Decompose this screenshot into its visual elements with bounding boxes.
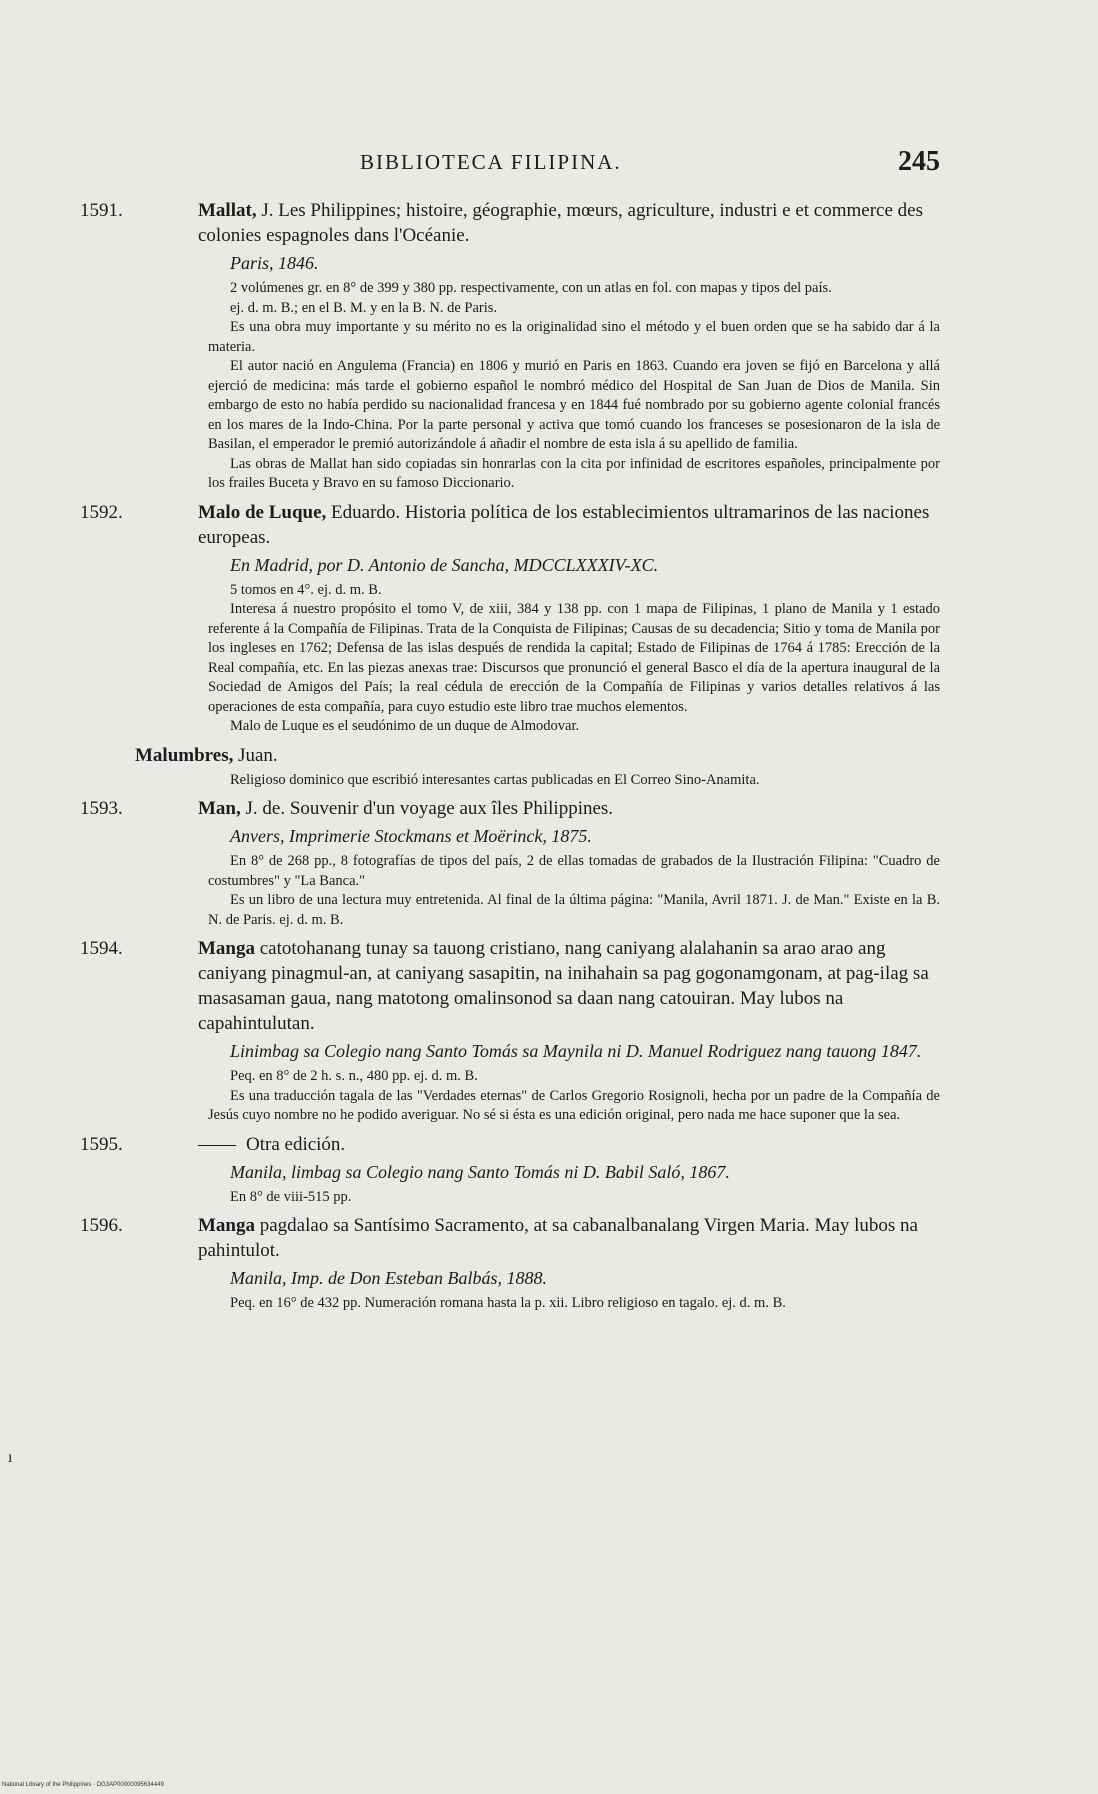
- entry-note: Interesa á nuestro propósito el tomo V, de xiii, 384 y 138 pp. con 1 mapa de Filipinas, 1 plano de Manila y 1 estado referente á la Compañía de Filipinas. Trata de la Conquista de Filipinas; Causas de su decadencia; Sitio y toma de Manila por los ingleses en 1762; Defensa de las islas después de rendida la capital; Estado de Filipinas de 1764 á 1785: Erección de la Real compañía, etc. En las piezas anexas trae: Discursos que pronunció el general Basco el día de la apertura inaugural de la Sociedad de Amigos del País; la real cédula de erección de la Compañía de Filipinas y varios detalles relativos á las operaciones de esta compañía, para cuyo estudio este libro trae muchos elementos.: [208, 601, 940, 715]
- margin-mark: ı: [8, 1449, 13, 1466]
- entry-title: catotohanang tunay sa tauong cristiano, nang caniyang alalahanin sa arao arao ang caniyang pinagmul-an, at caniyang sasapitin, na inihahain sa pag gogonamgonam, at pag-ilag sa masasaman gaua, nang matotong omalinsonod sa daan nang catouiran. May lubos na capahintulutan.: [198, 938, 929, 1034]
- bibliography-entry: [80, 198, 940, 494]
- entry-heading: [80, 198, 940, 248]
- entry-number: 1596.: [80, 1215, 123, 1236]
- entry-heading: [80, 1132, 940, 1157]
- entry-title: J. Les Philippines; histoire, géographie, mœurs, agriculture, industri e et commerce des colonies espagnoles dans l'Océanie.: [198, 200, 923, 246]
- entry-author: Mallat,: [198, 200, 257, 221]
- entry-heading: [80, 1213, 940, 1263]
- bibliography-entry: [80, 500, 940, 737]
- entry-note: Malo de Luque es el seudónimo de un duque de Almodovar.: [230, 718, 580, 734]
- entry-note: ej. d. m. B.; en el B. M. y en la B. N. de Paris.: [230, 299, 498, 316]
- entry-title: Otra edición.: [246, 1133, 346, 1155]
- entry-title: Eduardo. Historia política de los establecimientos ultramarinos de las naciones europeas.: [198, 501, 930, 548]
- entry-number: 1593.: [80, 798, 123, 819]
- entry-note: Las obras de Mallat han sido copiadas sin honrarlas con la cita por infinidad de escritores españoles, principalmente por los frailes Buceta y Bravo en su famoso Diccionario.: [208, 455, 940, 491]
- entry-number: 1594.: [80, 938, 123, 959]
- entry-heading: [80, 500, 940, 550]
- entry-author: Malumbres,: [135, 744, 234, 766]
- entry-note: Religioso dominico que escribió interesantes cartas publicadas en El Correo Sino-Anamita.: [230, 771, 760, 788]
- entry-title: pagdalao sa Santísimo Sacramento, at sa cabanalbanalang Virgen Maria. May lubos na pahintulot.: [198, 1215, 918, 1261]
- entry-imprint: En Madrid, por D. Antonio de Sancha, MDCCLXXXIV-XC.: [230, 554, 659, 575]
- entry-title: J. de. Souvenir d'un voyage aux îles Philippines.: [240, 798, 614, 819]
- entry-imprint: Manila, Imp. de Don Esteban Balbás, 1888.: [230, 1268, 547, 1288]
- entry-title: Juan.: [233, 744, 278, 766]
- bibliography-entries: [80, 198, 940, 1320]
- bibliography-entry: [80, 936, 940, 1126]
- entry-author: Manga: [198, 1215, 255, 1236]
- entry-number: 1595.: [80, 1133, 123, 1155]
- bibliography-entry: [80, 1132, 940, 1208]
- page-header: [200, 146, 940, 180]
- entry-ditto-dash: ——: [198, 1133, 236, 1155]
- entry-note: 2 volúmenes gr. en 8° de 399 y 380 pp. respectivamente, con un atlas en fol. con mapas y tipos del país.: [230, 280, 832, 296]
- bibliography-entry: [80, 743, 940, 791]
- page-number: 245: [898, 146, 940, 177]
- entry-heading: [80, 743, 940, 768]
- entry-imprint: Linimbag sa Colegio nang Santo Tomás sa Maynila ni D. Manuel Rodriguez nang tauong 1847.: [230, 1041, 922, 1061]
- running-title: BIBLIOTECA FILIPINA.: [360, 150, 622, 174]
- entry-note: Es un libro de una lectura muy entretenida. Al final de la última página: "Manila, Avril 1871. J. de Man." Existe en la B. N. de Paris. ej. d. m. B.: [208, 892, 940, 928]
- entry-note: El autor nació en Angulema (Francia) en 1806 y murió en Paris en 1863. Cuando era joven se fijó en Barcelona y allá ejerció de medicina: más tarde el gobierno español le nombró médico del Hospital de San Juan de Dios de Manila. Sin embargo de esto no había perdido su nacionalidad francesa y en 1844 fué nombrado por su gobierno agente colonial francés en los mares de la Indo-China. Por la parte personal y activa que tomó cuando los franceses se posesionaron de la isla de Basilan, el emperador le premió autorizándole á añadir el nombre de esta isla á su apellido de familia.: [208, 358, 940, 452]
- entry-number: 1591.: [80, 200, 123, 221]
- entry-number: 1592.: [80, 501, 123, 523]
- entry-note: En 8° de viii-515 pp.: [230, 1188, 352, 1205]
- bibliography-entry: [80, 1213, 940, 1314]
- footer-credit: National Library of the Philippines · DG3AP00000095634449: [2, 1782, 164, 1788]
- entry-note: En 8° de 268 pp., 8 fotografías de tipos del país, 2 de ellas tomadas de grabados de la Ilustración Filipina: "Cuadro de costumbres" y "La Banca.": [208, 853, 940, 889]
- entry-author: Malo de Luque,: [198, 501, 327, 523]
- bibliography-entry: [80, 796, 940, 930]
- entry-note: Peq. en 8° de 2 h. s. n., 480 pp. ej. d. m. B.: [230, 1068, 478, 1084]
- entry-note: Peq. en 16° de 432 pp. Numeración romana hasta la p. xii. Libro religioso en tagalo. ej. d. m. B.: [230, 1295, 786, 1311]
- entry-imprint: Paris, 1846.: [230, 253, 319, 273]
- entry-note: Es una obra muy importante y su mérito no es la originalidad sino el método y el buen orden que se ha sabido dar á la materia.: [208, 319, 940, 355]
- entry-author: Manga: [198, 938, 255, 959]
- entry-heading: [80, 936, 940, 1036]
- entry-author: Man,: [198, 798, 241, 819]
- entry-heading: [80, 796, 940, 821]
- entry-imprint: Anvers, Imprimerie Stockmans et Moërinck, 1875.: [230, 826, 592, 846]
- entry-imprint: Manila, limbag sa Colegio nang Santo Tomás ni D. Babil Saló, 1867.: [230, 1161, 730, 1182]
- entry-note: 5 tomos en 4°. ej. d. m. B.: [230, 581, 382, 598]
- entry-note: Es una traducción tagala de las "Verdades eternas" de Carlos Gregorio Rosignoli, hecha por un padre de la Compañía de Jesús cuyo nombre no he podido averiguar. No sé si ésta es una edición original, pero nada me hace suponer que la sea.: [208, 1087, 940, 1123]
